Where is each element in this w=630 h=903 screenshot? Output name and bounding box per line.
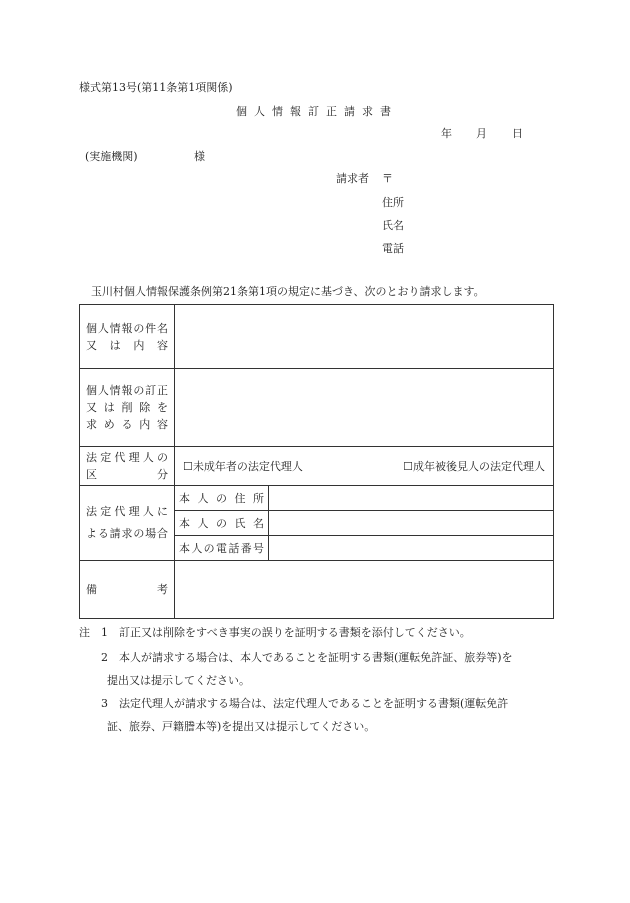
form-number: 様式第13号(第11条第1項関係) [79, 81, 233, 94]
subject-label: 個人情報の件名 又は内容 [80, 305, 175, 369]
intro-text: 玉川村個人情報保護条例第21条第1項の規定に基づき、次のとおり請求します。 [91, 285, 485, 298]
row-agent-address [80, 486, 554, 511]
note-2-text-line1: 本人が請求する場合は、本人であることを証明する書類(運転免許証、旅券等)を [119, 651, 513, 664]
subject-field[interactable] [175, 305, 554, 369]
date-day-label: 日 [512, 127, 523, 140]
note-3-text-line1: 法定代理人が請求する場合は、法定代理人であることを証明する書類(運転免許 [119, 697, 509, 710]
principal-address-field[interactable] [269, 486, 554, 511]
phone-label: 電話 [382, 242, 404, 255]
agent-request-label: 法定代理人に よる請求の場合 [80, 486, 175, 561]
row-remarks [80, 561, 554, 619]
agent-type-label: 法定代理人の 区分 [80, 447, 175, 486]
principal-name-label: 本人の氏名 [175, 511, 269, 536]
principal-address-label: 本人の住所 [175, 486, 269, 511]
note-1-text: 訂正又は削除をすべき事実の誤りを証明する書類を添付してください。 [119, 626, 471, 639]
principal-phone-field[interactable] [269, 536, 554, 561]
page-title: 個人情報訂正請求書 [236, 105, 398, 118]
row-agent-type [80, 447, 554, 486]
remarks-label: 備 考 [80, 561, 175, 619]
notes-prefix: 注 [79, 626, 90, 639]
adult-guardian-checkbox[interactable]: ☐成年被後見人の法定代理人 [403, 459, 545, 473]
minor-guardian-checkbox[interactable]: ☐未成年者の法定代理人 [183, 459, 303, 473]
date-year-label: 年 [441, 127, 452, 140]
date-month-label: 月 [476, 127, 487, 140]
note-2-number: 2 [101, 651, 108, 664]
note-1-number: 1 [101, 626, 108, 639]
name-label: 氏名 [382, 219, 404, 232]
principal-name-field[interactable] [269, 511, 554, 536]
honorific-label: 様 [194, 150, 205, 163]
address-label: 住所 [382, 196, 404, 209]
correction-field[interactable] [175, 369, 554, 447]
request-form-table [79, 304, 554, 619]
postal-mark: 〒 [382, 172, 393, 185]
row-subject [80, 305, 554, 369]
requester-label: 請求者 [336, 172, 369, 185]
remarks-field[interactable] [175, 561, 554, 619]
principal-phone-label: 本人の電話番号 [175, 536, 269, 561]
agency-label: (実施機関) [85, 150, 138, 163]
row-correction [80, 369, 554, 447]
correction-label: 個人情報の訂正 又は削除を 求める内容 [80, 369, 175, 447]
note-3-text-line2: 証、旅券、戸籍謄本等)を提出又は提示してください。 [107, 720, 376, 733]
agent-type-options [175, 447, 554, 486]
note-3-number: 3 [101, 697, 108, 710]
note-2-text-line2: 提出又は提示してください。 [107, 674, 250, 687]
